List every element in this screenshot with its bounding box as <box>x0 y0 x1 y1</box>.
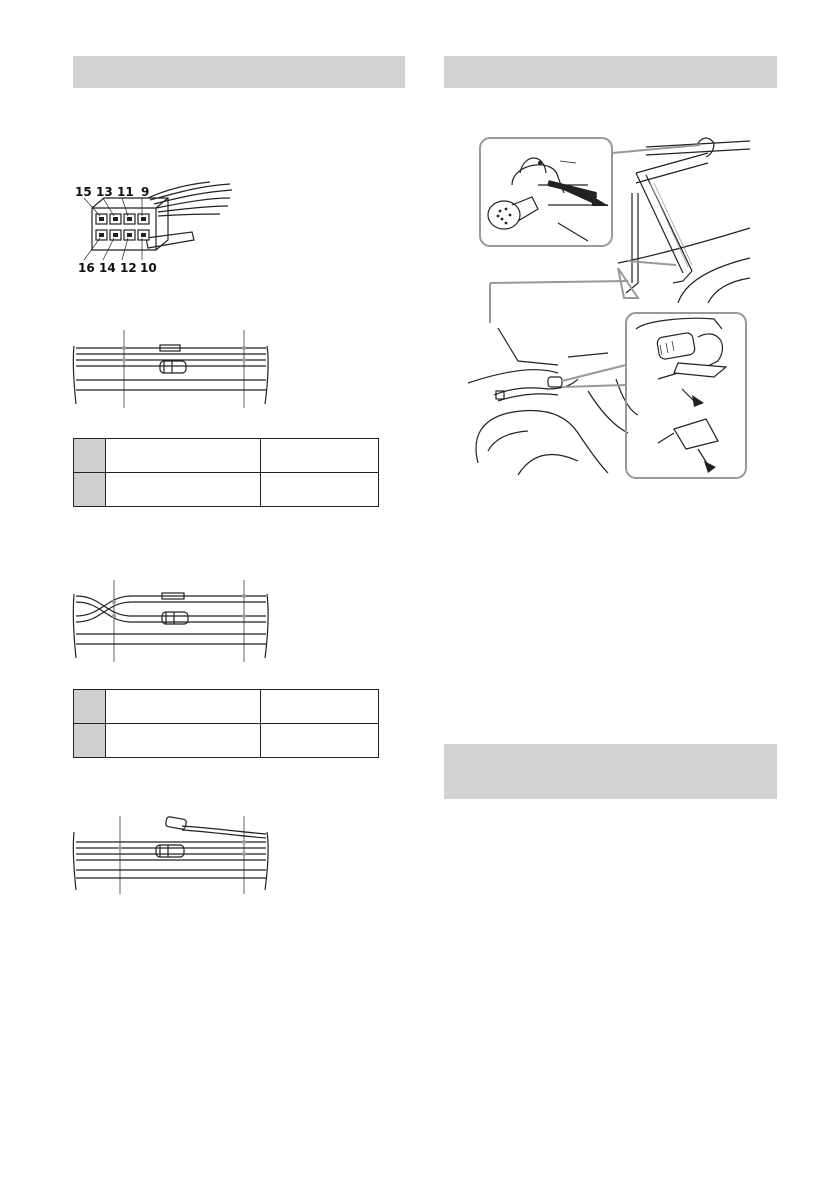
wiring-diagram-3 <box>72 812 272 894</box>
pin-labels-top <box>75 185 165 201</box>
cell <box>106 473 261 507</box>
pin-11: 11 <box>117 185 134 199</box>
table-row <box>74 473 379 507</box>
section-header-right <box>444 56 777 88</box>
wiring-diagram-2 <box>72 580 272 662</box>
pin-15: 15 <box>75 185 92 199</box>
pin-10: 10 <box>140 261 157 275</box>
row-key <box>74 473 106 507</box>
pin-16: 16 <box>78 261 95 275</box>
pin-12: 12 <box>120 261 137 275</box>
cell <box>261 724 379 758</box>
section-header-left <box>73 56 405 88</box>
row-key <box>74 690 106 724</box>
section-header-right-lower <box>444 744 777 799</box>
table-1 <box>73 438 379 507</box>
cell <box>261 690 379 724</box>
cell <box>106 690 261 724</box>
cell <box>106 439 261 473</box>
pin-9: 9 <box>141 185 150 199</box>
row-key <box>74 724 106 758</box>
cell <box>261 439 379 473</box>
table-row <box>74 439 379 473</box>
table-2 <box>73 689 379 758</box>
car-interior-illustration <box>468 133 750 483</box>
pin-14: 14 <box>99 261 116 275</box>
table-row <box>74 690 379 724</box>
cell <box>106 724 261 758</box>
pin-labels-bottom <box>78 261 168 277</box>
pin-13: 13 <box>96 185 113 199</box>
cell <box>261 473 379 507</box>
wiring-diagram-1 <box>72 326 272 408</box>
table-row <box>74 724 379 758</box>
row-key <box>74 439 106 473</box>
